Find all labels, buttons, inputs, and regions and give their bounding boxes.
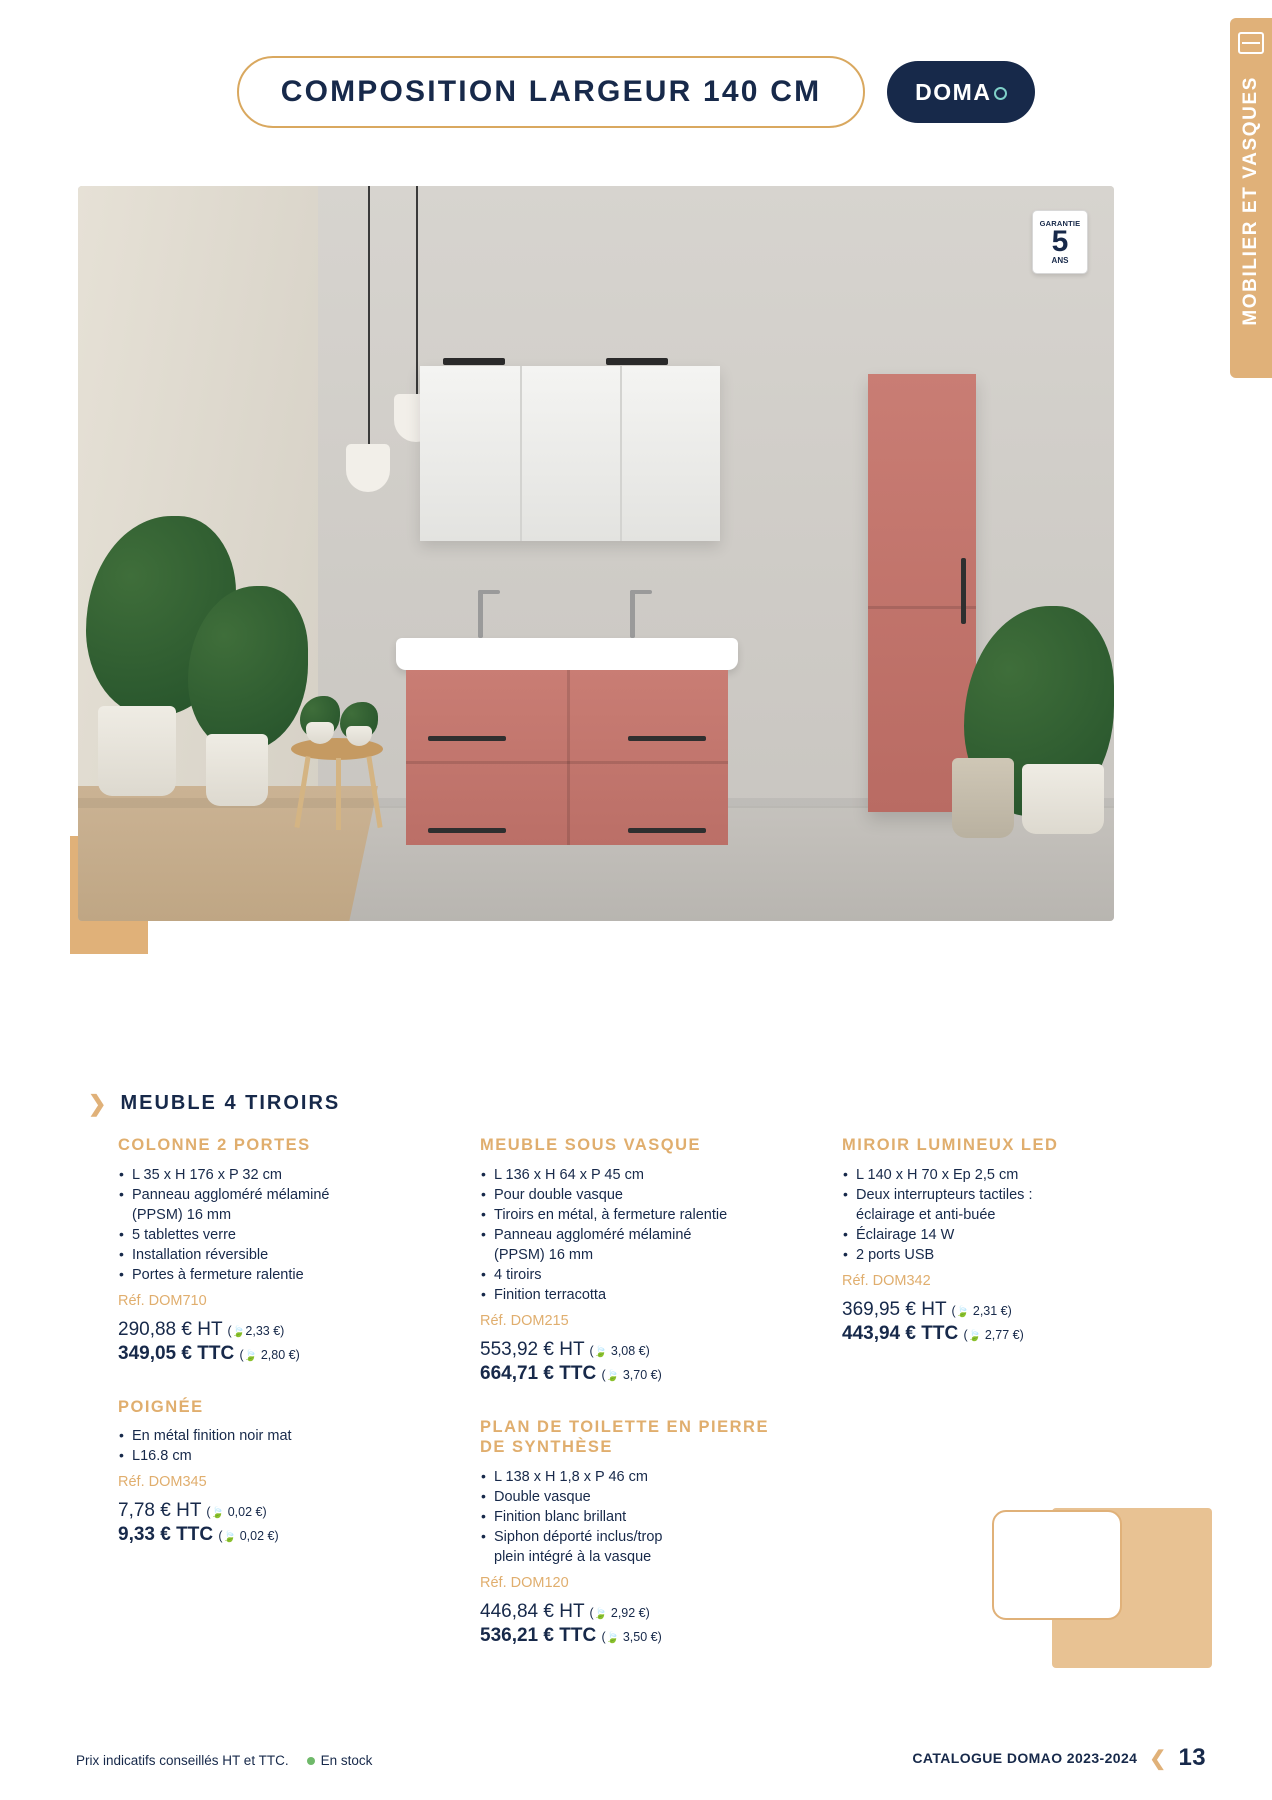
eco-tax-ttc-value: 2,77 € bbox=[984, 1327, 1020, 1342]
feature-item: • Portes à fermeture ralentie bbox=[118, 1266, 438, 1285]
product-title: MIROIR LUMINEUX LED bbox=[842, 1136, 1059, 1154]
price-ttc-value: 664,71 € TTC bbox=[480, 1362, 597, 1384]
price-ht-row bbox=[118, 1500, 438, 1522]
feature-item: • L 138 x H 1,8 x P 46 cm bbox=[480, 1468, 800, 1487]
product-ref: Réf. DOM342 bbox=[842, 1272, 931, 1289]
price-ttc-row bbox=[118, 1524, 438, 1546]
eco-tax-ttc-value: 2,80 € bbox=[260, 1347, 296, 1362]
leaf-icon: 🍃 bbox=[593, 1345, 608, 1358]
feature-item-cont: (PPSM) 16 mm bbox=[132, 1206, 232, 1223]
leaf-icon: 🍃 bbox=[593, 1607, 608, 1620]
chevron-left-icon: ❮ bbox=[1149, 1747, 1167, 1770]
price-ht-value: 290,88 € HT bbox=[118, 1318, 223, 1340]
eco-tax-ht: (🍃 2,92 €) bbox=[589, 1605, 650, 1620]
eco-tax-ht: (🍃2,33 €) bbox=[227, 1323, 285, 1338]
mirror-seam-2 bbox=[620, 366, 622, 541]
logo-text: DOMA bbox=[915, 78, 992, 105]
feature-item: • Pour double vasque bbox=[480, 1186, 800, 1205]
mirror-seam-1 bbox=[520, 366, 522, 541]
tap-left bbox=[478, 590, 483, 638]
product-block bbox=[480, 1135, 800, 1385]
price-ht-value: 553,92 € HT bbox=[480, 1338, 585, 1360]
tall-column-cabinet bbox=[868, 374, 976, 812]
plant-pot-left bbox=[98, 706, 176, 796]
eco-tax-ttc: (🍃 2,80 €) bbox=[239, 1347, 300, 1362]
feature-item: • L 140 x H 70 x Ep 2,5 cm bbox=[842, 1166, 1162, 1185]
product-features bbox=[118, 1427, 438, 1466]
feature-item: • Tiroirs en métal, à fermeture ralentie bbox=[480, 1206, 800, 1225]
price-ttc-row bbox=[842, 1323, 1162, 1345]
guarantee-top-label: GARANTIE bbox=[1039, 219, 1081, 228]
product-block bbox=[842, 1135, 1162, 1345]
catalogue-label: CATALOGUE DOMAO 2023-2024 bbox=[912, 1750, 1138, 1766]
feature-item: • Panneau aggloméré mélaminé bbox=[118, 1186, 438, 1205]
stool-leg-2 bbox=[336, 758, 341, 830]
eco-tax-ttc: (🍃 3,50 €) bbox=[601, 1629, 662, 1644]
logo-circle-icon bbox=[994, 87, 1007, 100]
side-tab-label: MOBILIER ET VASQUES bbox=[1240, 76, 1261, 326]
leaf-icon: 🍃 bbox=[967, 1329, 982, 1342]
product-features bbox=[480, 1166, 800, 1305]
leaf-icon: 🍃 bbox=[955, 1305, 970, 1318]
product-ref: Réf. DOM215 bbox=[480, 1312, 569, 1329]
leaf-icon: 🍃 bbox=[210, 1507, 225, 1520]
eco-tax-ttc: (🍃 2,77 €) bbox=[963, 1327, 1024, 1342]
vanity-horizontal-seam bbox=[406, 761, 728, 764]
feature-item: • Finition terracotta bbox=[480, 1286, 800, 1305]
leaf-icon: 🍃 bbox=[231, 1325, 246, 1338]
price-ht-row bbox=[480, 1339, 800, 1361]
vanity-vertical-seam bbox=[567, 670, 570, 845]
pendant-cord-right bbox=[416, 186, 418, 394]
cabinet-icon bbox=[1238, 32, 1264, 54]
product-title: POIGNÉE bbox=[118, 1397, 204, 1416]
column-seam bbox=[868, 606, 976, 609]
feature-item: • En métal finition noir mat bbox=[118, 1427, 438, 1446]
spacer bbox=[480, 1391, 800, 1417]
mirror-led-right bbox=[606, 358, 668, 365]
price-ttc-row bbox=[118, 1343, 438, 1365]
price-ht-row bbox=[480, 1601, 800, 1623]
drawer-handle-4 bbox=[628, 828, 706, 833]
product-block bbox=[118, 1397, 438, 1547]
product-title: PLAN DE TOILETTE EN PIERRE DE SYNTHÈSE bbox=[480, 1417, 769, 1457]
plant-pot-left2 bbox=[206, 734, 268, 806]
mirror-led-left bbox=[443, 358, 505, 365]
feature-item: • L 136 x H 64 x P 45 cm bbox=[480, 1166, 800, 1185]
feature-item: • 5 tablettes verre bbox=[118, 1226, 438, 1245]
price-ht-value: 7,78 € HT bbox=[118, 1500, 202, 1522]
feature-item: • Double vasque bbox=[480, 1488, 800, 1507]
eco-tax-ht: (🍃 3,08 €) bbox=[589, 1343, 650, 1358]
product-block bbox=[118, 1135, 438, 1365]
plant-pot-right bbox=[1022, 764, 1104, 834]
bathroom-scene-image bbox=[78, 186, 1114, 921]
leaf-icon: 🍃 bbox=[243, 1349, 258, 1362]
eco-tax-ht-value: 2,33 € bbox=[245, 1323, 281, 1338]
hero-image-wrap bbox=[78, 186, 1114, 921]
basket-pot-right bbox=[952, 758, 1014, 838]
feature-item: • 4 tiroirs bbox=[480, 1266, 800, 1285]
price-ht-value: 369,95 € HT bbox=[842, 1298, 947, 1320]
footer-price-note: Prix indicatifs conseillés HT et TTC. bbox=[76, 1753, 289, 1768]
eco-tax-ttc: (🍃 3,70 €) bbox=[601, 1367, 662, 1382]
category-side-tab[interactable] bbox=[1230, 18, 1272, 378]
product-ref: Réf. DOM345 bbox=[118, 1474, 207, 1491]
eco-tax-ttc-value: 3,50 € bbox=[622, 1629, 658, 1644]
chevron-right-icon: ❯ bbox=[88, 1090, 107, 1116]
eco-tax-ttc-value: 3,70 € bbox=[622, 1367, 658, 1382]
price-ttc-value: 349,05 € TTC bbox=[118, 1342, 235, 1364]
eco-tax-ht: (🍃 2,31 €) bbox=[951, 1303, 1012, 1318]
column-handle bbox=[961, 558, 966, 624]
footer-note bbox=[76, 1753, 372, 1768]
eco-tax-ht-value: 2,92 € bbox=[610, 1605, 646, 1620]
pendant-shade-left bbox=[346, 444, 390, 492]
feature-item-cont: (PPSM) 16 mm bbox=[494, 1246, 594, 1263]
page-header bbox=[0, 52, 1272, 132]
product-ref: Réf. DOM120 bbox=[480, 1574, 569, 1591]
decorative-outline bbox=[992, 1510, 1122, 1620]
product-features bbox=[480, 1468, 800, 1567]
pendant-cord-left bbox=[368, 186, 370, 444]
feature-item: • Siphon déporté inclus/trop bbox=[480, 1528, 800, 1547]
price-ht-value: 446,84 € HT bbox=[480, 1600, 585, 1622]
mirror-cabinet bbox=[420, 366, 720, 541]
eco-tax-ht-value: 0,02 € bbox=[227, 1505, 263, 1520]
price-ttc-row bbox=[480, 1363, 800, 1385]
price-ttc-value: 9,33 € TTC bbox=[118, 1524, 214, 1546]
spacer bbox=[118, 1371, 438, 1397]
product-features bbox=[842, 1166, 1162, 1265]
leaf-icon: 🍃 bbox=[605, 1631, 620, 1644]
section-heading-label: MEUBLE 4 TIROIRS bbox=[120, 1092, 341, 1114]
product-ref: Réf. DOM710 bbox=[118, 1292, 207, 1309]
footer-stock-label: En stock bbox=[320, 1753, 373, 1768]
feature-item: • Finition blanc brillant bbox=[480, 1508, 800, 1527]
feature-item-cont: plein intégré à la vasque bbox=[494, 1548, 652, 1565]
product-block bbox=[480, 1417, 800, 1647]
footer-catalogue bbox=[912, 1744, 1206, 1772]
drawer-handle-3 bbox=[428, 828, 506, 833]
section-heading bbox=[88, 1092, 340, 1115]
page-title: COMPOSITION LARGEUR 140 CM bbox=[280, 75, 822, 108]
leaf-icon: 🍃 bbox=[605, 1369, 620, 1382]
domao-logo bbox=[887, 61, 1035, 123]
page-number: 13 bbox=[1178, 1744, 1206, 1771]
feature-item: • L 35 x H 176 x P 32 cm bbox=[118, 1166, 438, 1185]
stock-dot-icon bbox=[307, 1757, 315, 1765]
eco-tax-ht-value: 2,31 € bbox=[972, 1303, 1008, 1318]
guarantee-badge bbox=[1032, 210, 1088, 274]
product-title: MEUBLE SOUS VASQUE bbox=[480, 1136, 702, 1154]
drawer-handle-1 bbox=[428, 736, 506, 741]
vanity-unit bbox=[406, 670, 728, 845]
page-title-pill bbox=[237, 56, 866, 128]
eco-tax-ht-value: 3,08 € bbox=[610, 1343, 646, 1358]
feature-item-cont: éclairage et anti-buée bbox=[856, 1206, 996, 1223]
guarantee-years: 5 bbox=[1051, 225, 1069, 258]
eco-tax-ttc: (🍃 0,02 €) bbox=[218, 1529, 279, 1544]
eco-tax-ht: (🍃 0,02 €) bbox=[206, 1505, 267, 1520]
feature-item: • L16.8 cm bbox=[118, 1447, 438, 1466]
column-left bbox=[118, 1135, 438, 1552]
drawer-handle-2 bbox=[628, 736, 706, 741]
product-title: COLONNE 2 PORTES bbox=[118, 1136, 311, 1154]
feature-item: • Éclairage 14 W bbox=[842, 1226, 1162, 1245]
eco-tax-ttc-value: 0,02 € bbox=[239, 1529, 275, 1544]
price-ttc-value: 536,21 € TTC bbox=[480, 1624, 597, 1646]
price-ttc-value: 443,94 € TTC bbox=[842, 1322, 959, 1344]
feature-item: • 2 ports USB bbox=[842, 1246, 1162, 1265]
double-basin bbox=[396, 638, 738, 670]
feature-item: • Deux interrupteurs tactiles : bbox=[842, 1186, 1162, 1205]
column-middle bbox=[480, 1135, 800, 1653]
feature-item: • Installation réversible bbox=[118, 1246, 438, 1265]
guarantee-bottom-label: ANS bbox=[1051, 256, 1069, 265]
tap-right bbox=[630, 590, 635, 638]
price-ht-row bbox=[118, 1319, 438, 1341]
price-ht-row bbox=[842, 1299, 1162, 1321]
price-ttc-row bbox=[480, 1625, 800, 1647]
column-right bbox=[842, 1135, 1162, 1351]
product-features bbox=[118, 1166, 438, 1285]
feature-item: • Panneau aggloméré mélaminé bbox=[480, 1226, 800, 1245]
leaf-icon: 🍃 bbox=[222, 1531, 237, 1544]
